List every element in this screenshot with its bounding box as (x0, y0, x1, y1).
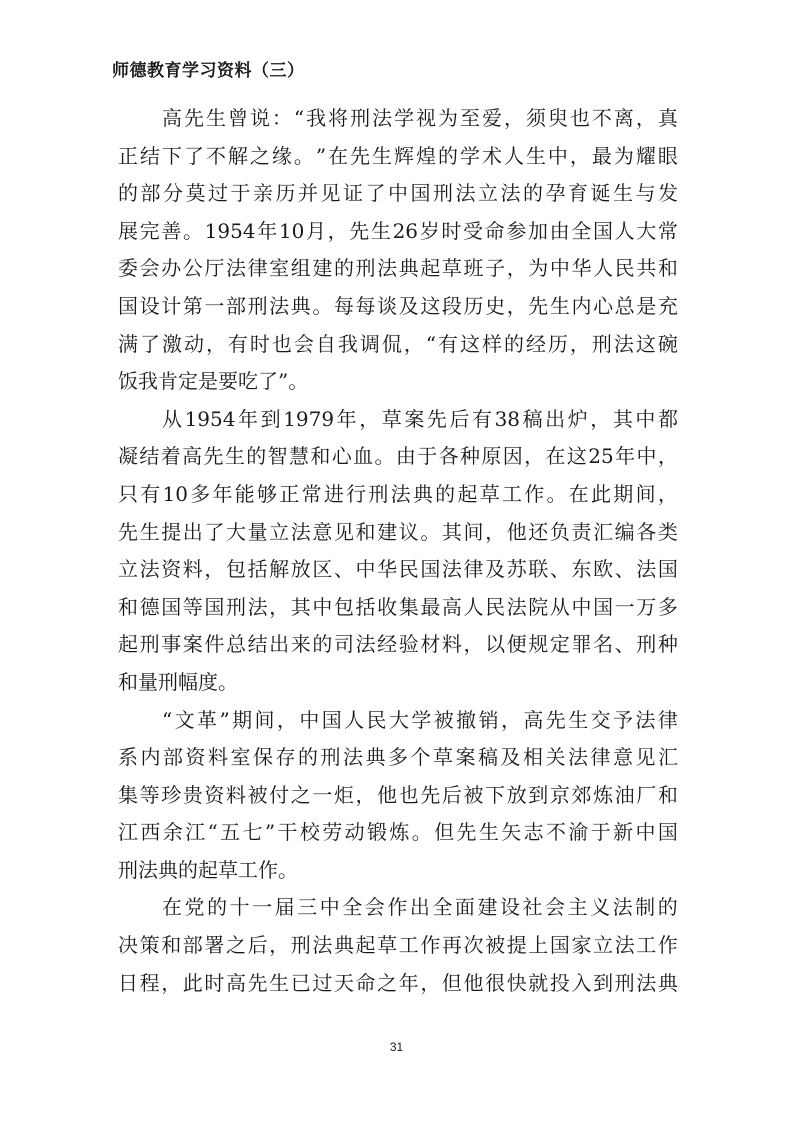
text-line: 立 法 资 料 ， 包 括 解 放 区 、 中 华 民 国 法 律 及 苏 联 、 东 欧 、 法 国 (118, 557, 678, 582)
text-line: 和量刑幅度。 (118, 669, 238, 694)
body-text (118, 100, 678, 1002)
text-line: 正 结 下 了 不 解 之 缘 。 ” 在 先 生 辉 煌 的 学 术 人 生 中 ， 最 为 耀 眼 (118, 143, 678, 168)
text-line: 江 西 余 江 “ 五 七 ” 干 校 劳 动 锻 炼 。 但 先 生 矢 志 不 渝 于 新 中 国 (118, 820, 678, 845)
text-line: 饭我肯定是要吃了”。 (118, 369, 309, 394)
text-line: 凝 结 着 高 先 生 的 智 慧 和 心 血 。 由 于 各 种 原 因 ， 在 这 25 年 中 ， (118, 444, 678, 469)
text-line: 先 生 提 出 了 大 量 立 法 意 见 和 建 议 。 其 间 ， 他 还 负 责 汇 编 各 类 (118, 519, 678, 544)
document-header: 师德教育学习资料（三） (112, 61, 305, 81)
text-line: 集 等 珍 贵 资 料 被 付 之 一 炬 ， 他 也 先 后 被 下 放 到 京 郊 炼 油 厂 和 (118, 782, 678, 807)
text-line: 在 党 的 十 一 届 三 中 全 会 作 出 全 面 建 设 社 会 主 义 法 制 的 (162, 895, 678, 920)
text-line: 刑法典的起草工作。 (118, 857, 298, 882)
text-line: 国 设 计 第 一 部 刑 法 典 。 每 每 谈 及 这 段 历 史 ， 先 生 内 心 总 是 充 (118, 293, 678, 318)
text-line: 委 会 办 公 厅 法 律 室 组 建 的 刑 法 典 起 草 班 子 ， 为 中 华 人 民 共 和 (118, 256, 678, 281)
text-line: 日 程 ， 此 时 高 先 生 已 过 天 命 之 年 ， 但 他 很 快 就 投 入 到 刑 法 典 (118, 970, 678, 995)
text-line: 展 完 善 。 1954 年 10 月 ， 先 生 26 岁 时 受 命 参 加 由 全 国 人 大 常 (118, 218, 678, 243)
text-line: 只 有 10 多 年 能 够 正 常 进 行 刑 法 典 的 起 草 工 作 。 在 此 期 间 ， (118, 481, 678, 506)
text-line: 满 了 激 动 ， 有 时 也 会 自 我 调 侃 ， “ 有 这 样 的 经 历 ， 刑 法 这 碗 (118, 331, 678, 356)
text-line: “ 文 革 ” 期 间 ， 中 国 人 民 大 学 被 撤 销 ， 高 先 生 交 予 法 律 (162, 707, 678, 732)
text-line: 决 策 和 部 署 之 后 ， 刑 法 典 起 草 工 作 再 次 被 提 上 国 家 立 法 工 作 (118, 933, 678, 958)
text-line: 和 德 国 等 国 刑 法 ， 其 中 包 括 收 集 最 高 人 民 法 院 从 中 国 一 万 多 (118, 594, 678, 619)
text-line: 高 先 生 曾 说 ： “ 我 将 刑 法 学 视 为 至 爱 ， 须 臾 也 不 离 ， 真 (162, 106, 678, 130)
text-line: 系 内 部 资 料 室 保 存 的 刑 法 典 多 个 草 案 稿 及 相 关 法 律 意 见 汇 (118, 745, 678, 770)
page-number: 31 (389, 1040, 404, 1054)
text-line: 从 1954 年 到 1979 年 ， 草 案 先 后 有 38 稿 出 炉 ， 其 中 都 (162, 406, 678, 431)
text-line: 起 刑 事 案 件 总 结 出 来 的 司 法 经 验 材 料 ， 以 便 规 定 罪 名 、 刑 种 (118, 632, 678, 657)
text-line: 的 部 分 莫 过 于 亲 历 并 见 证 了 中 国 刑 法 立 法 的 孕 育 诞 生 与 发 (118, 181, 678, 206)
